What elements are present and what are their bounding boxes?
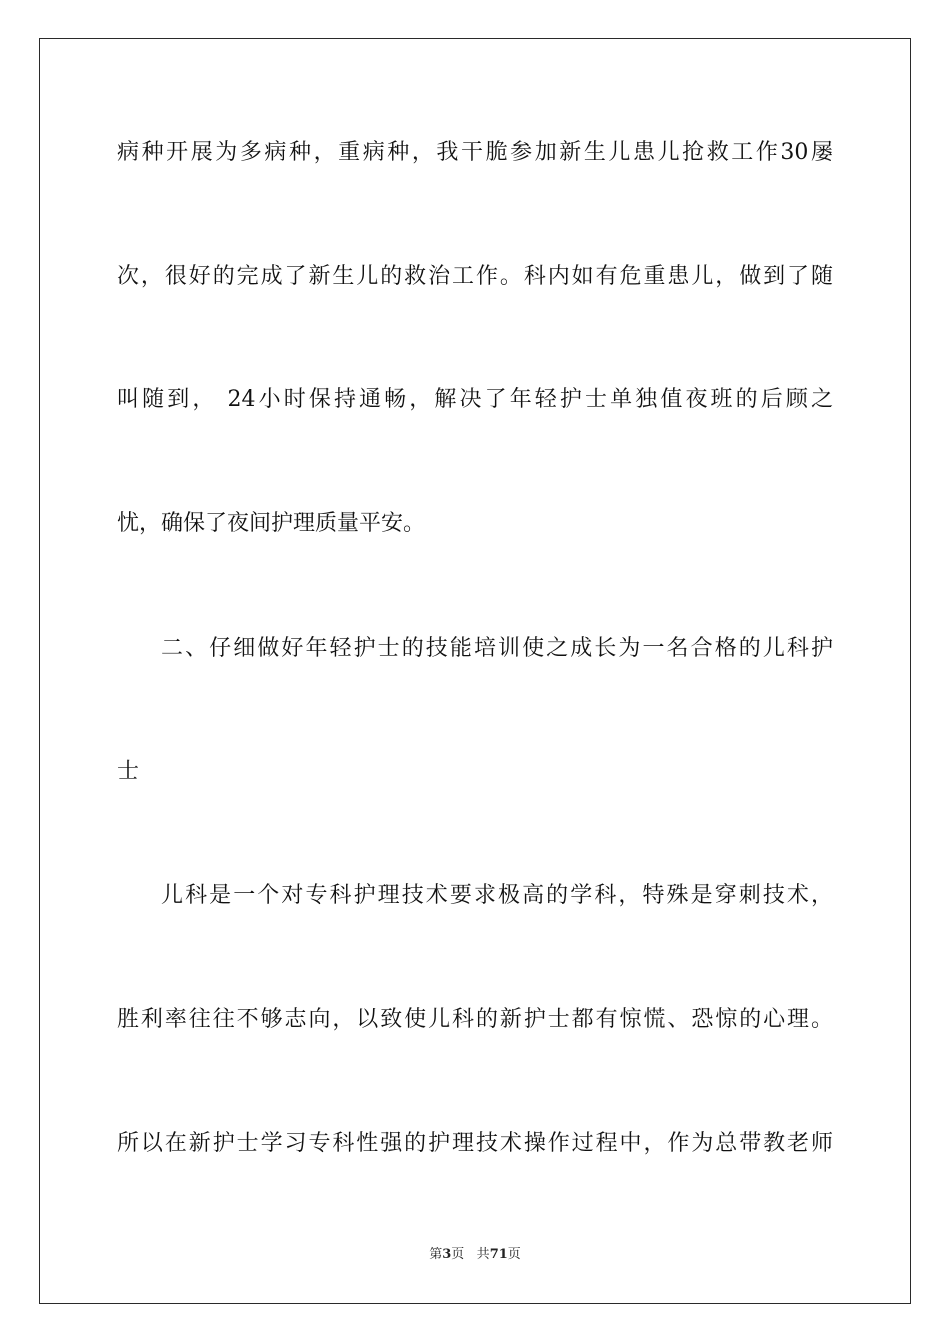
footer-page-suffix: 页: [451, 1247, 465, 1262]
section-heading-line-1: 二、仔细做好年轻护士的技能培训使之成长为一名合格的儿科护: [161, 636, 833, 661]
body-text-line-6: 胜利率往往不够志向，以致使儿科的新护士都有惊慌、恐惊的心理。: [117, 1007, 833, 1032]
footer-page-prefix: 第: [429, 1247, 443, 1262]
page-footer: [0, 1246, 950, 1264]
body-text-line-5: 儿科是一个对专科护理技术要求极高的学科，特殊是穿刺技术，: [161, 883, 833, 908]
body-text-line-2: 次，很好的完成了新生儿的救治工作。科内如有危重患儿，做到了随: [117, 264, 833, 289]
section-heading-line-2: 士: [117, 759, 140, 784]
body-text-line-3: 叫随到， 24小时保持通畅，解决了年轻护士单独值夜班的后顾之: [117, 387, 833, 412]
footer-total-prefix: 共: [476, 1247, 490, 1262]
body-text-line-1: 病种开展为多病种，重病种，我干脆参加新生儿患儿抢救工作30屡: [117, 140, 833, 165]
footer-page-number: 3: [442, 1247, 452, 1262]
body-text-line-7: 所以在新护士学习专科性强的护理技术操作过程中，作为总带教老师: [117, 1131, 833, 1156]
footer-total-suffix: 页: [507, 1247, 521, 1262]
body-text-line-4: 忧，确保了夜间护理质量平安。: [117, 511, 426, 536]
page-border: [39, 38, 911, 1304]
footer-total-pages: 71: [489, 1247, 508, 1262]
